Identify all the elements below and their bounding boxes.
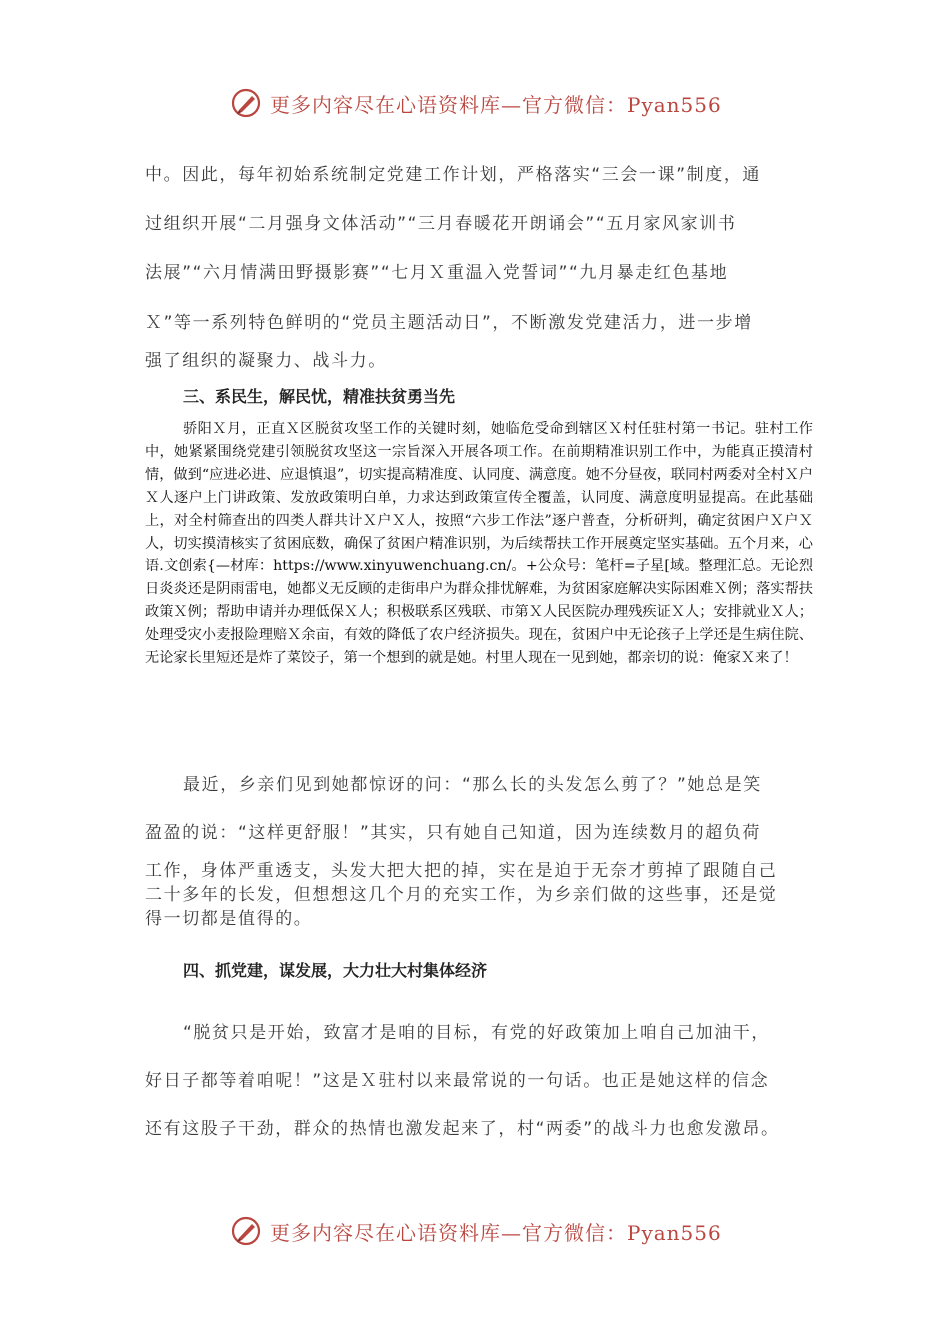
para1-line-3: 法展”“六月情满田野摄影赛”“七月Ｘ重温入党誓词”“九月暴走红色基地 bbox=[145, 263, 729, 283]
section4-line-1: “脱贫只是开始，致富才是咱的目标，有党的好政策加上咱自己加油干， bbox=[183, 1023, 771, 1043]
recent-line-3: 工作，身体严重透支，头发大把大把的掉，实在是迫于无奈才剪掉了跟随自己 bbox=[145, 861, 778, 881]
recent-line-2: 盈盈的说：“这样更舒服！”其实，只有她自己知道，因为连续数月的超负荷 bbox=[145, 823, 762, 843]
para1-line-1: 中。因此，每年初始系统制定党建工作计划，严格落实“三会一课”制度，通 bbox=[145, 165, 762, 185]
recent-line-5: 得一切都是值得的。 bbox=[145, 909, 313, 929]
section3-paragraph: 骄阳Ｘ月，正直Ｘ区脱贫攻坚工作的关键时刻，她临危受命到辖区Ｘ村任驻村第一书记。驻村工作中，她紧紧围绕党建引领脱贫攻坚这一宗旨深入开展各项工作。在前期精准识别工作中，为能真正摸清村情，做到“应进必进、应退慎退”，切实提高精准度、认同度、满意度。她不分昼夜，联同村两委对全村Ｘ户Ｘ人逐户上门讲政策、发放政策明白单，力求达到政策宣传全覆盖，认同度、满意度明显提高。在此基础上，对全村筛查出的四类人群共计Ｘ户Ｘ人，按照“六步工作法”逐户普查，分析研判，确定贫困户Ｘ户Ｘ人，切实摸清核实了贫困底数，确保了贫困户精准识别，为后续帮扶工作开展奠定坚实基础。五个月来，心语.文创索{—材库：https://www.xinyuwenchuang.cn/。+公众号：笔杆=子星[域。整理汇总。无论烈日炎炎还是阴雨雷电，她都义无反顾的走街串户为群众排忧解难，为贫困家庭解决实际困难Ｘ例；落实帮扶政策Ｘ例；帮助申请并办理低保Ｘ人；积极联系区残联、市第Ｘ人民医院办理残疾证Ｘ人；安排就业Ｘ人；处理受灾小麦报险理赔Ｘ余亩，有效的降低了农户经济损失。现在，贫困户中无论孩子上学还是生病住院、无论家长里短还是炸了菜饺子，第一个想到的就是她。村里人现在一见到她，都亲切的说：俺家Ｘ来了！ bbox=[145, 421, 814, 667]
para1-line-4: Ｘ”等一系列特色鲜明的“党员主题活动日”，不断激发党建活力，进一步增 bbox=[145, 313, 753, 333]
para1-line-5: 强了组织的凝聚力、战斗力。 bbox=[145, 351, 387, 371]
section4-line-3: 还有这股子干劲，群众的热情也激发起来了，村“两委”的战斗力也愈发激昂。 bbox=[145, 1119, 780, 1139]
recent-line-1: 最近，乡亲们见到她都惊讶的问：“那么长的头发怎么剪了？”她总是笑 bbox=[183, 775, 762, 795]
header-banner bbox=[230, 86, 750, 120]
footer-banner bbox=[230, 1214, 750, 1248]
header-banner-text: 更多内容尽在心语资料库—官方微信：Pyan556 bbox=[270, 92, 722, 117]
recent-line-4: 二十多年的长发，但想想这几个月的充实工作，为乡亲们做的这些事，还是觉 bbox=[145, 885, 778, 905]
section3-heading: 三、系民生，解民忧，精准扶贫勇当先 bbox=[183, 387, 456, 406]
pen-logo-icon bbox=[230, 1215, 262, 1247]
footer-banner-text: 更多内容尽在心语资料库—官方微信：Pyan556 bbox=[270, 1220, 722, 1245]
section4-line-2: 好日子都等着咱呢！”这是Ｘ驻村以来最常说的一句话。也正是她这样的信念 bbox=[145, 1071, 770, 1091]
section4-heading: 四、抓党建，谋发展，大力壮大村集体经济 bbox=[183, 961, 488, 980]
para1-line-2: 过组织开展“二月强身文体活动”“三月春暖花开朗诵会”“五月家风家训书 bbox=[145, 214, 737, 234]
pen-logo-icon bbox=[230, 87, 262, 119]
